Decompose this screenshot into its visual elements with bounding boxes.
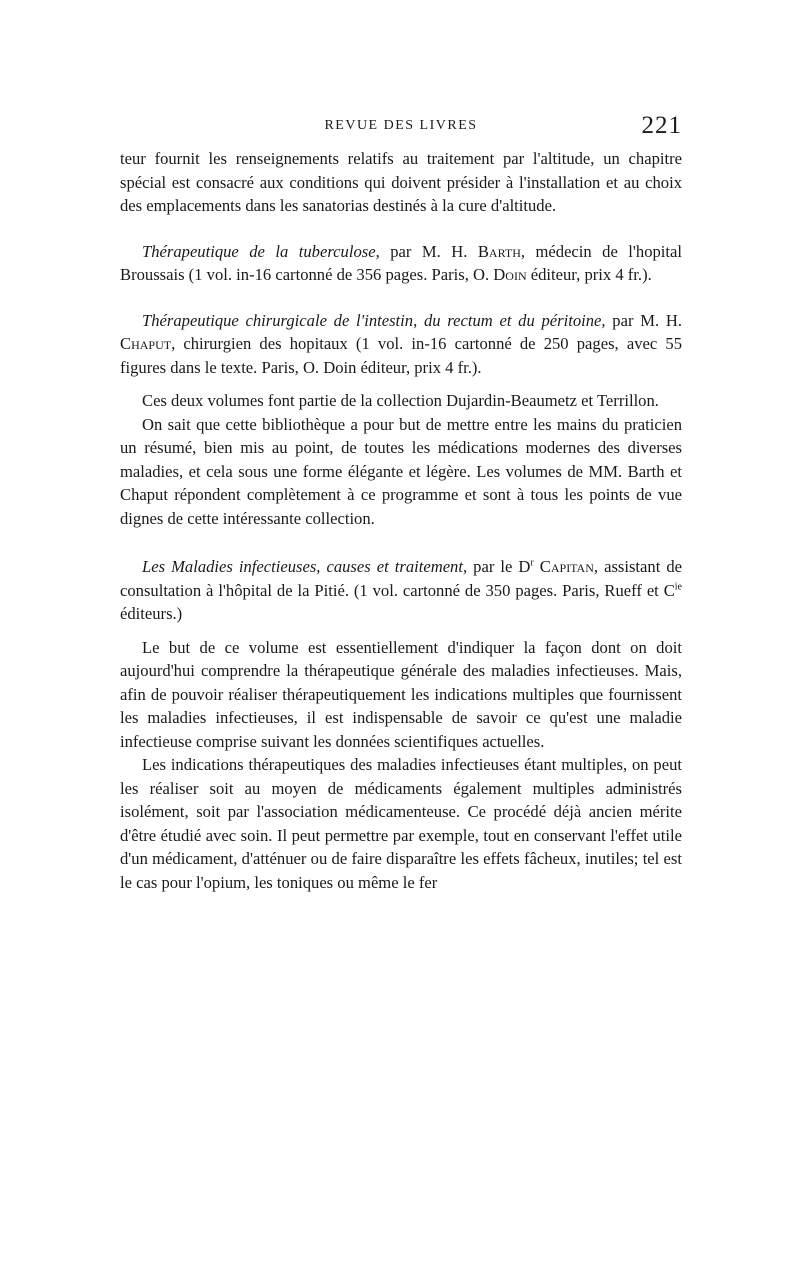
reference-text: par M. H. <box>379 241 478 261</box>
reference-text: éditeurs.) <box>120 604 183 623</box>
superscript: r <box>530 557 534 569</box>
book-reference-intestin <box>120 309 682 380</box>
publisher-name: Doin <box>493 265 527 284</box>
reference-text: par le D <box>467 557 531 576</box>
paragraph-collection: Ces deux volumes font partie de la collection Dujardin-Beaumetz et Terrillon. <box>142 391 659 410</box>
book-title: Thérapeutique de la tuberculose, <box>142 241 380 261</box>
page-number: 221 <box>641 112 682 139</box>
paragraph-but-du-volume: Le but de ce volume est essentiellement d'indiquer la façon dont on doit aujourd'hui comprendre la thérapeutique générale des maladies infectieuses. Mais, afin de pouvoir réaliser thérapeutiquement les indications multiples que fournissent les maladies infectieuses, il est indispensable de savoir ce qu'est une maladie infectieuse comprise suivant les données scientifiques actuelles. <box>120 637 682 751</box>
paragraph-continuation: teur fournit les renseignements relatifs au traitement par l'altitude, un chapitre spécial est consacré aux conditions qui doivent présider à l'installation et au choix des emplacements dans les sanatorias destinés à la cure d'altitude. <box>120 149 682 215</box>
superscript: ie <box>674 580 682 592</box>
paragraph-bibliotheque: On sait que cette bibliothèque a pour but de mettre entre les mains du praticien un résumé, bien mis au point, de toutes les médications modernes des diverses maladies, et cela sous une forme élégante et légère. Les volumes de MM. Barth et Chaput répondent complètement à ce programme et sont à tous les points de vue dignes de cette intéressante collection. <box>120 414 682 528</box>
running-head <box>120 112 682 142</box>
body-text <box>120 147 682 894</box>
book-reference-maladies <box>120 555 682 626</box>
running-title: REVUE DES LIVRES <box>324 118 478 133</box>
reference-text: éditeur, prix 4 fr.). <box>526 265 652 284</box>
book-reference-tuberculose <box>120 240 682 287</box>
author-name: Barth <box>477 241 521 261</box>
paragraph-indications: Les indications thérapeutiques des maladies infectieuses étant multiples, on peut les réaliser soit au moyen de médicaments également multiples administrés isolément, soit par l'association médicamenteuse. Ce procédé déjà ancien mérite d'être étudié avec soin. Il peut permettre par exemple, tout en conservant l'effet utile d'un médicament, d'atténuer ou de faire disparaître les effets fâcheux, inutiles; tel est le cas pour l'opium, les toniques ou même le fer <box>120 755 682 892</box>
reference-text: , médecin de l'hopital Broussais (1 vol. in-16 cartonné de 356 pages. Paris, O. <box>120 241 682 284</box>
reference-text: , assistant de consultation à l'hôpital de la Pitié. (1 vol. cartonné de 350 pages. Paris, Rueff et C <box>120 557 683 600</box>
book-title: Les Maladies infectieuses, causes et traitement, <box>142 557 468 576</box>
reference-text: par M. H. <box>605 310 682 330</box>
book-title: Thérapeutique chirurgicale de l'intestin, du rectum et du péritoine, <box>142 310 606 330</box>
reference-text: , chirurgien des hopitaux (1 vol. in-16 cartonné de 250 pages, avec 55 figures dans le texte. Paris, O. Doin éditeur, prix 4 fr.). <box>120 334 682 377</box>
author-name: Chaput <box>120 334 172 353</box>
author-name: Capitan <box>539 557 594 576</box>
